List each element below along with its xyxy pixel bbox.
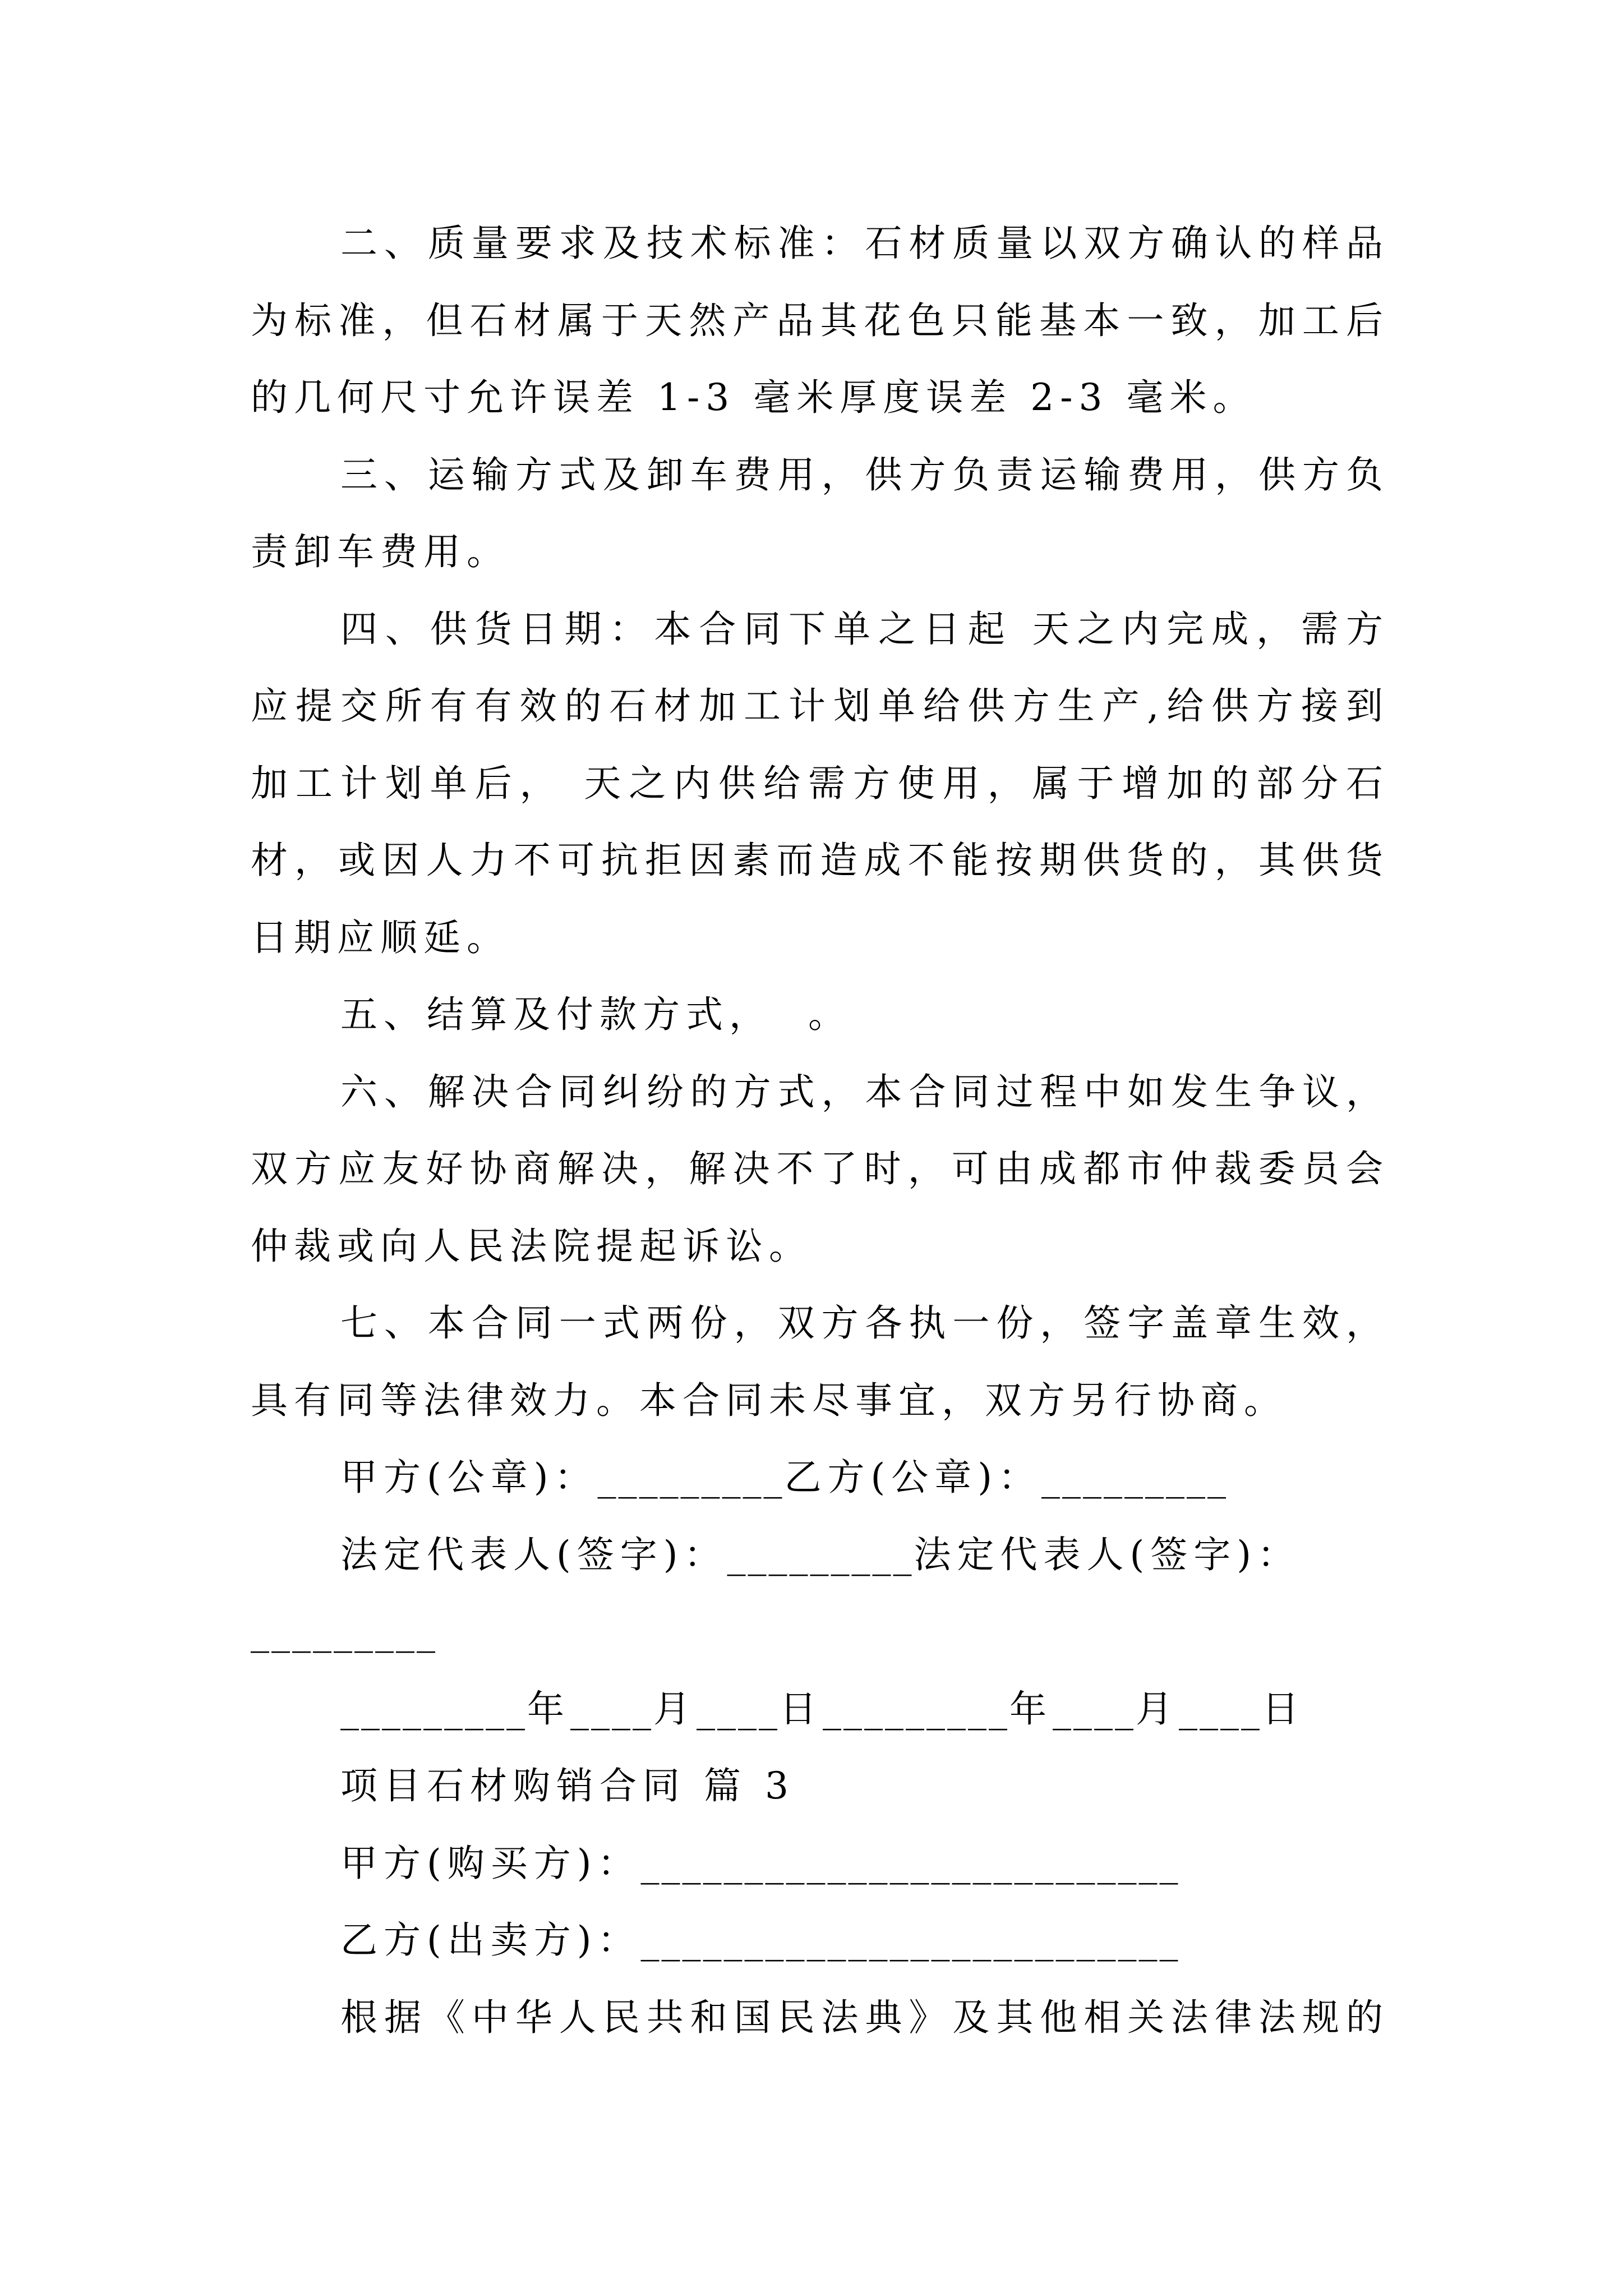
date-a-year-blank: _________ [340,1687,527,1731]
text-line: 七、本合同一式两份，双方各执一份，签字盖章生效， [340,1301,1389,1345]
text-line: 具有同等法律效力。本合同未尽事宜，双方另行协商。 [251,1378,1287,1422]
text-line: 日期应顺延。 [251,915,510,959]
party-a-seal-blank: _________ [597,1456,785,1499]
document-body [251,205,1389,2056]
party-a-rep-label: 法定代表人(签字)： [340,1533,727,1576]
text-line: 二、质量要求及技术标准：石材质量以双方确认的样品 [340,222,1389,265]
text-line: 为标准，但石材属于天然产品其花色只能基本一致，加工后 [251,298,1389,342]
text-line: 应提交所有有效的石材加工计划单给供方生产,给供方接到 [251,684,1389,728]
party-b-rep-blank: _________ [251,1610,437,1653]
text-line: 六、解决合同纠纷的方式，本合同过程中如发生争议， [340,1070,1389,1114]
preamble-line: 根据《中华人民共和国民法典》及其他相关法律法规的 [340,1995,1389,2039]
date-a-day-blank: ____ [697,1687,780,1731]
date-b-year-label: 年 [1009,1687,1053,1731]
buyer-label: 甲方(购买方)： [340,1841,641,1885]
text-line: 的几何尺寸允许误差 1-3 毫米厚度误差 2-3 毫米。 [251,376,1256,419]
date-a-month-label: 月 [653,1687,697,1731]
party-a-seal-label: 甲方(公章)： [340,1456,598,1499]
party-b-seal-blank: _________ [1041,1456,1228,1499]
seal-line [251,1439,1389,1516]
date-line [251,1671,1389,1748]
text-line: 五、结算及付款方式， 。 [340,993,851,1036]
party-a-rep-blank: _________ [727,1533,914,1576]
buyer-line [251,1825,1389,1902]
date-b-day-blank: ____ [1179,1687,1262,1731]
date-a-year-label: 年 [527,1687,570,1731]
date-b-year-blank: _________ [823,1687,1009,1731]
text-line: 仲裁或向人民法院提起诉讼。 [251,1224,812,1268]
clause-copies-effect [251,1285,1389,1439]
text-line: 三、运输方式及卸车费用，供方负责运输费用，供方负 [340,453,1389,496]
clause-quality-standards [251,205,1389,436]
date-b-day-label: 日 [1262,1687,1305,1731]
clause-transport-unloading [251,436,1389,591]
party-b-rep-label: 法定代表人(签字)： [914,1533,1301,1576]
clause-settlement-payment [251,976,1389,1053]
clause-dispute-resolution [251,1053,1389,1285]
buyer-blank: __________________________ [640,1841,1181,1885]
party-b-seal-label: 乙方(公章)： [784,1456,1041,1499]
text-line: 材，或因人力不可抗拒因素而造成不能按期供货的，其供货 [251,839,1389,882]
date-a-month-blank: ____ [570,1687,653,1731]
next-contract [251,1747,1389,2056]
seller-line [251,1902,1389,1979]
text-line: 四、供货日期：本合同下单之日起 天之内完成，需方 [340,607,1389,651]
seller-label: 乙方(出卖方)： [340,1918,641,1962]
representative-line [251,1516,1389,1594]
representative-line-continued [251,1593,1389,1671]
date-b-month-label: 月 [1136,1687,1179,1731]
date-b-month-blank: ____ [1053,1687,1136,1731]
date-a-day-label: 日 [780,1687,823,1731]
signature-block [251,1439,1389,1747]
seller-blank: __________________________ [640,1918,1181,1962]
text-line: 责卸车费用。 [251,530,510,573]
text-line: 双方应友好协商解决，解决不了时，可由成都市仲裁委员会 [251,1147,1389,1190]
text-line: 加工计划单后， 天之内供给需方使用，属于增加的部分石 [251,761,1389,805]
clause-delivery-date [251,591,1389,977]
contract-title: 项目石材购销合同 篇 3 [340,1764,795,1807]
